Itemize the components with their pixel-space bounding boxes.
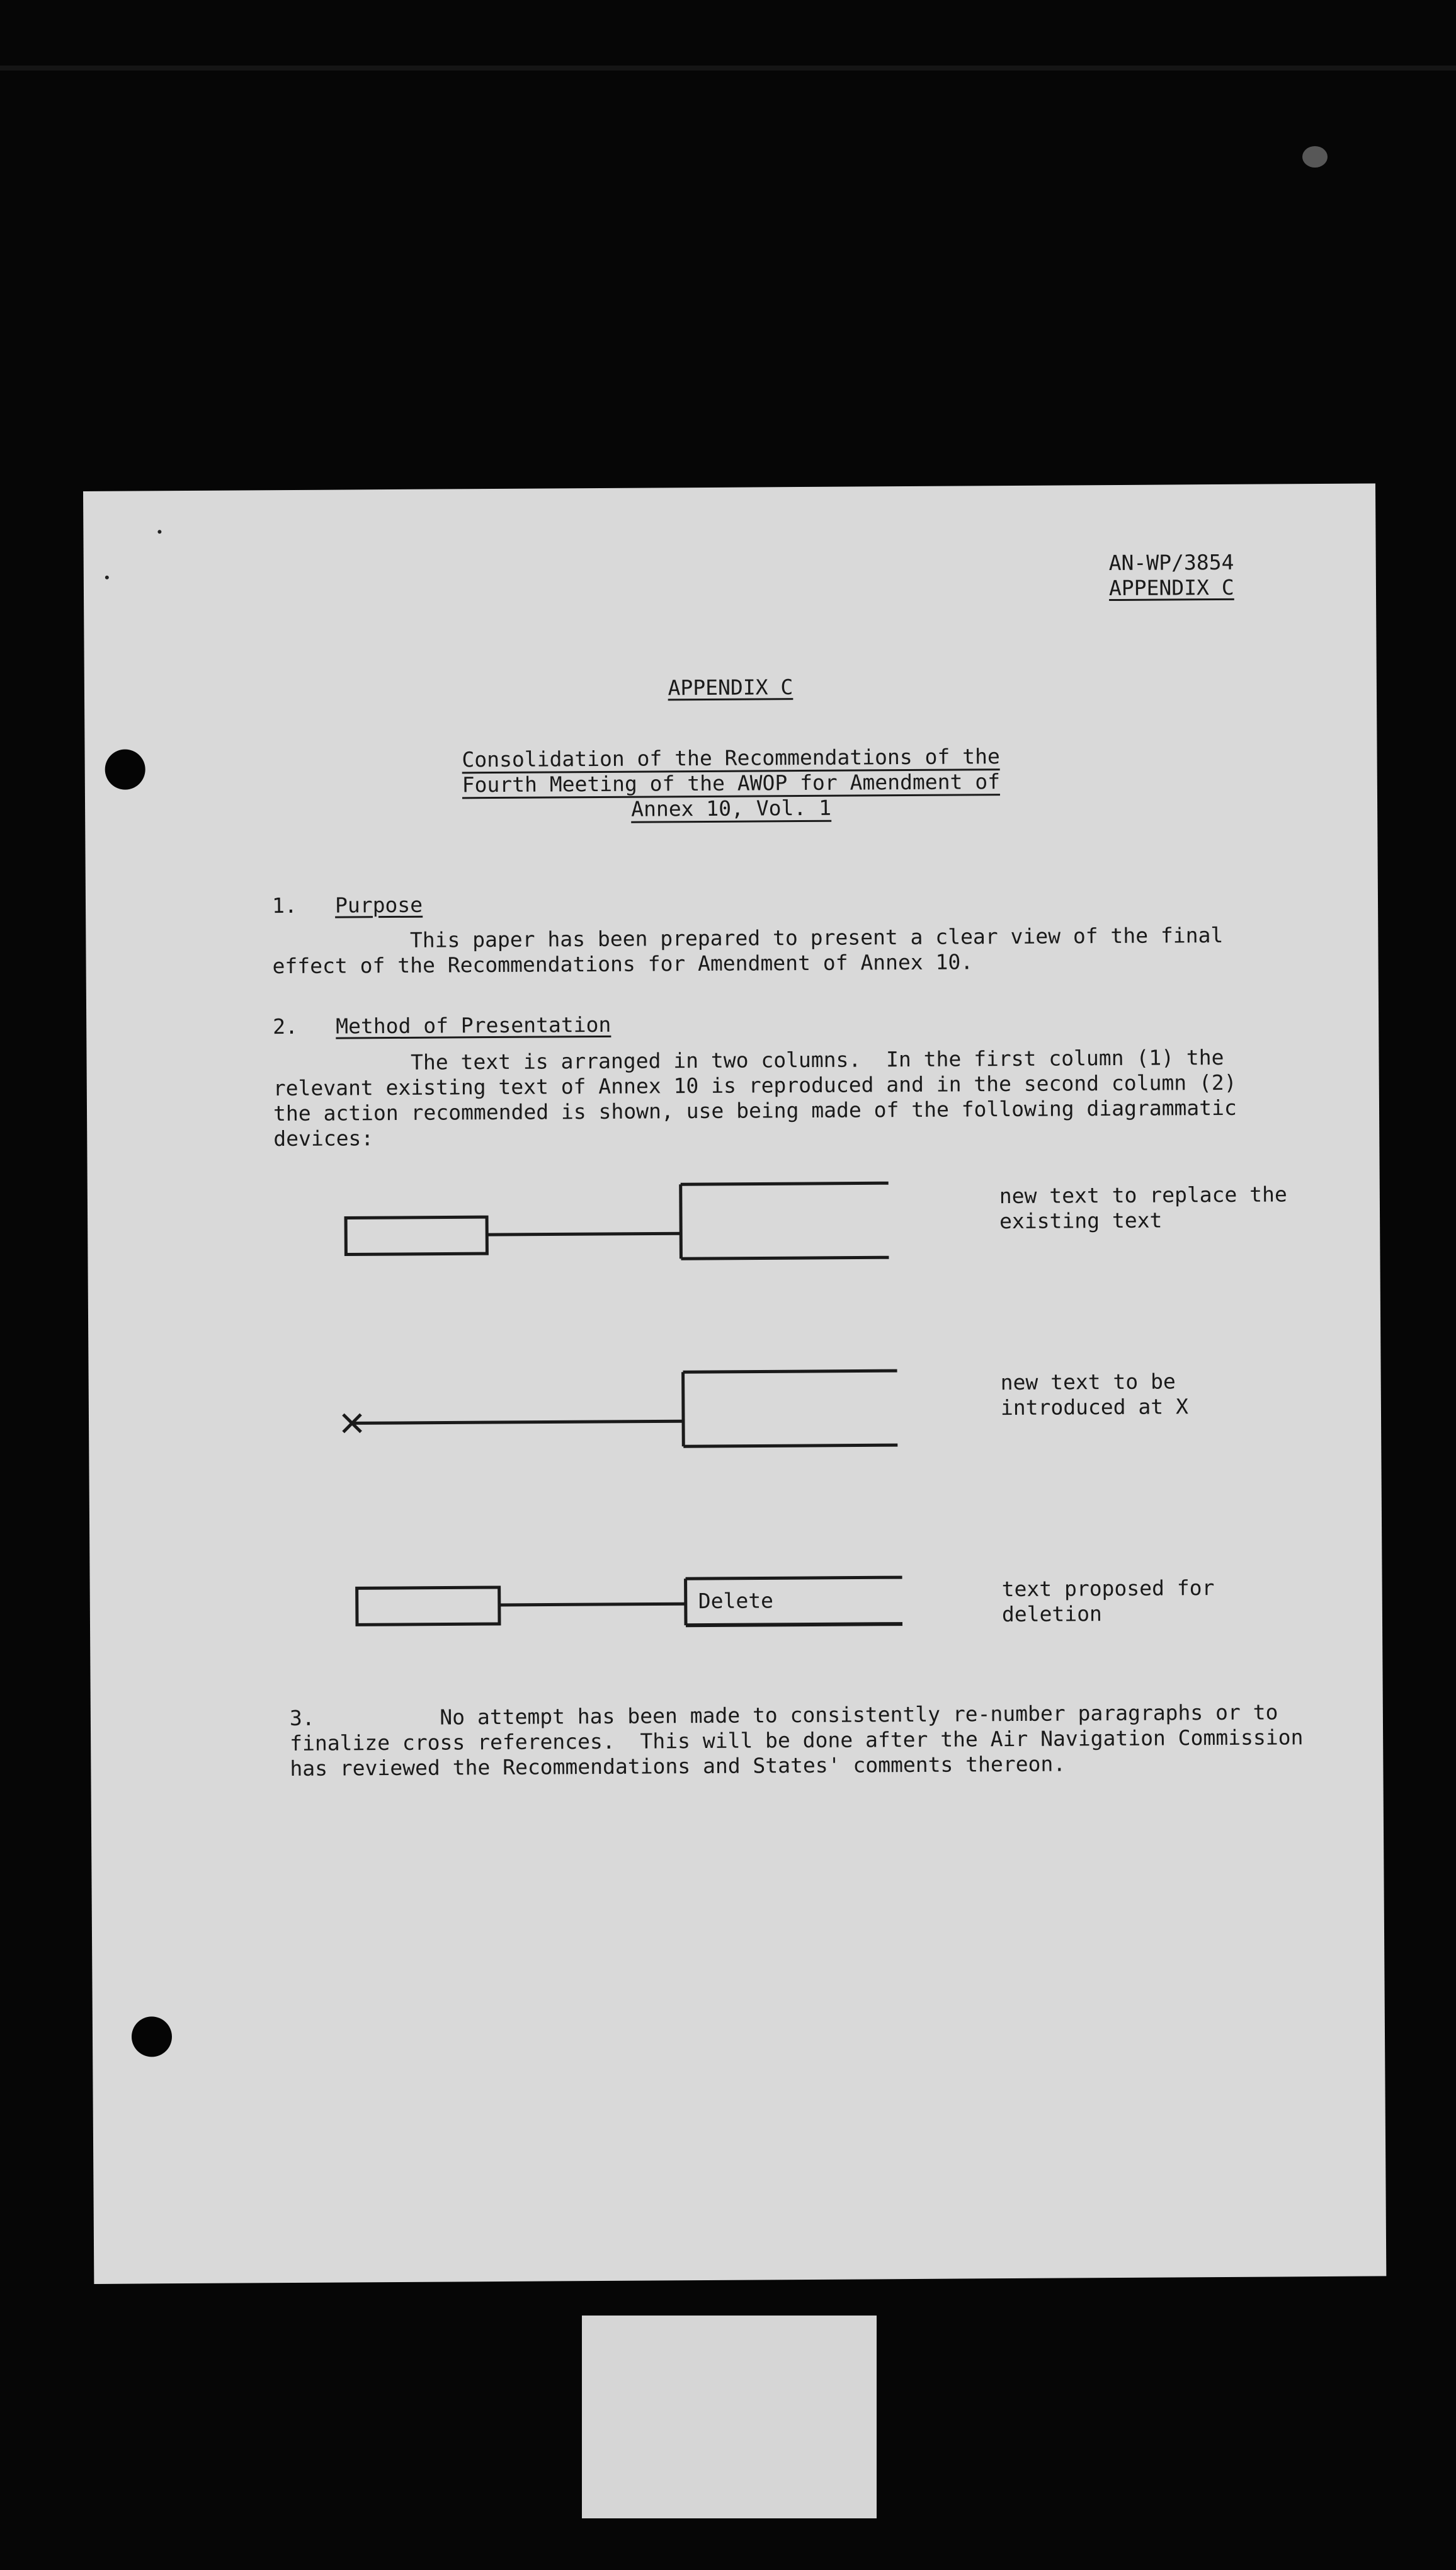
device-2-label <box>1001 1369 1188 1420</box>
document-title <box>85 741 1378 825</box>
existing-text-box <box>346 1217 487 1254</box>
connector-line <box>499 1604 686 1605</box>
appendix-heading-text: APPENDIX C <box>668 675 793 700</box>
label-line: deletion <box>1001 1601 1102 1627</box>
text-line: effect of the Recommendations for Amendment of Annex 10. <box>272 949 974 979</box>
dust-spot <box>1302 146 1328 168</box>
label-line: new text to be <box>1000 1369 1176 1395</box>
text-line: relevant existing text of Annex 10 is reproduced and in the second column (2) <box>273 1070 1237 1101</box>
section-title: Purpose <box>334 892 423 918</box>
label-line: text proposed for <box>1001 1575 1215 1602</box>
delete-box-text: Delete <box>698 1588 774 1614</box>
document-reference <box>1109 550 1234 601</box>
section-2-heading <box>273 1012 611 1039</box>
appendix-heading <box>84 671 1377 704</box>
text-line: This paper has been prepared to present a clear view of the final <box>272 922 1224 954</box>
bracket-top <box>681 1183 889 1184</box>
reference-number: AN-WP/3854 <box>1108 549 1234 576</box>
section-number: 1. <box>271 893 297 918</box>
title-line: Consolidation of the Recommendations of the <box>462 744 1000 774</box>
document-page <box>83 483 1386 2283</box>
punch-hole <box>132 2016 172 2057</box>
device-insert-diagram <box>343 1371 898 1448</box>
text-line: devices: <box>273 1126 374 1151</box>
text-line: The text is arranged in two columns. In the first column (1) the <box>273 1044 1224 1076</box>
section-1-heading <box>272 893 423 918</box>
text-line: the action recommended is shown, use being made of the following diagrammatic <box>273 1095 1237 1126</box>
title-line: Fourth Meeting of the AWOP for Amendment of <box>462 769 1001 799</box>
connector-line <box>351 1421 683 1423</box>
device-3-label <box>1002 1575 1215 1627</box>
section-2-text <box>273 1045 1237 1151</box>
section-title: Method of Presentation <box>336 1012 611 1039</box>
speck <box>157 530 161 534</box>
text-line: 3. No attempt has been made to consistently re-number paragraphs or to <box>289 1699 1278 1731</box>
speck <box>105 576 109 580</box>
x-marker-stroke <box>343 1414 361 1432</box>
text-line: has reviewed the Recommendations and States' comments thereon. <box>290 1751 1066 1781</box>
title-line: Annex 10, Vol. 1 <box>631 796 831 823</box>
device-delete-diagram <box>357 1577 902 1627</box>
section-3-text <box>290 1699 1304 1781</box>
device-replace-diagram <box>346 1183 889 1260</box>
bracket-bottom <box>683 1445 897 1446</box>
connector-line <box>487 1233 681 1235</box>
label-line: new text to replace the <box>999 1182 1287 1209</box>
label-line: existing text <box>999 1208 1163 1234</box>
reference-appendix: APPENDIX C <box>1108 574 1234 601</box>
blank-card <box>582 2316 877 2518</box>
existing-text-box <box>357 1587 499 1625</box>
text-line: finalize cross references. This will be done after the Air Navigation Commission <box>290 1725 1304 1756</box>
film-edge <box>0 66 1456 71</box>
bracket-bottom <box>681 1257 889 1259</box>
bracket-bottom <box>686 1624 902 1625</box>
device-1-label <box>999 1182 1287 1234</box>
bracket-top <box>683 1371 897 1372</box>
label-line: introduced at X <box>1000 1394 1189 1420</box>
section-number: 2. <box>273 1014 299 1039</box>
section-1-text <box>272 923 1223 979</box>
x-marker-stroke <box>343 1414 361 1432</box>
bracket-top <box>686 1577 902 1579</box>
bracket-vertical <box>683 1372 684 1446</box>
